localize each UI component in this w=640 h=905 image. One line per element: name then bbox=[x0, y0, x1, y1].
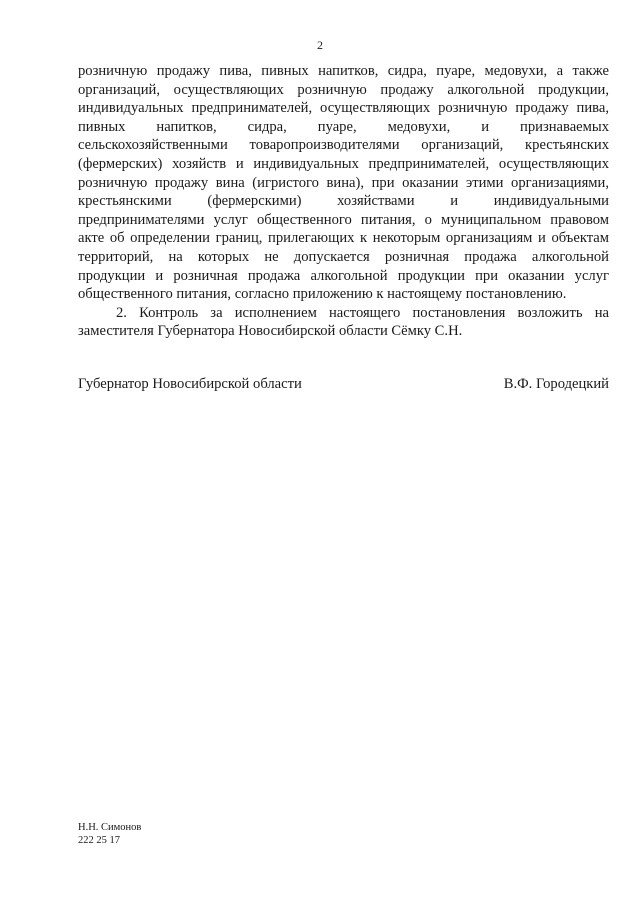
body-line: сельскохозяйственными товаропроизводителями организаций, крестьянских bbox=[78, 137, 609, 154]
page-number: 2 bbox=[317, 38, 323, 52]
body-line: продукции и розничная продажа алкогольной продукции при оказании услуг bbox=[78, 267, 609, 284]
signatory-name: В.Ф. Городецкий bbox=[503, 376, 609, 392]
body-line: крестьянскими (фермерскими) хозяйствами и индивидуальными bbox=[78, 193, 609, 210]
body-line: акте об определении границ, прилегающих к некоторым организациям и объектам bbox=[78, 230, 609, 247]
clause-2-line: 2. Контроль за исполнением настоящего постановления возложить на bbox=[116, 304, 609, 321]
body-line: розничную продажу вина (игристого вина), при оказании этими организациями, bbox=[78, 174, 609, 191]
clause-2-line: заместителя Губернатора Новосибирской области Сёмку С.Н. bbox=[78, 323, 463, 340]
body-line: предпринимателями услуг общественного питания, о муниципальном правовом bbox=[78, 211, 609, 228]
body-line: розничную продажу пива, пивных напитков, сидра, пуаре, медовухи, а также bbox=[78, 63, 609, 79]
executor-phone: 222 25 17 bbox=[78, 834, 120, 846]
body-line: пивных напитков, сидра, пуаре, медовухи, и признаваемых bbox=[78, 118, 609, 135]
body-line: (фермерских) хозяйств и индивидуальных предпринимателей, осуществляющих bbox=[78, 155, 609, 172]
executor-name: Н.Н. Симонов bbox=[78, 822, 142, 833]
signatory-position: Губернатор Новосибирской области bbox=[78, 376, 302, 392]
body-line: общественного питания, согласно приложению к настоящему постановлению. bbox=[78, 286, 567, 303]
body-line: индивидуальных предпринимателей, осуществляющих розничную продажу пива, bbox=[78, 100, 609, 117]
body-line: территорий, на которых не допускается розничная продажа алкогольной bbox=[78, 248, 609, 265]
body-text bbox=[78, 62, 609, 341]
body-line: организаций, осуществляющих розничную продажу алкогольной продукции, bbox=[78, 81, 609, 98]
executor-footer bbox=[78, 822, 141, 847]
